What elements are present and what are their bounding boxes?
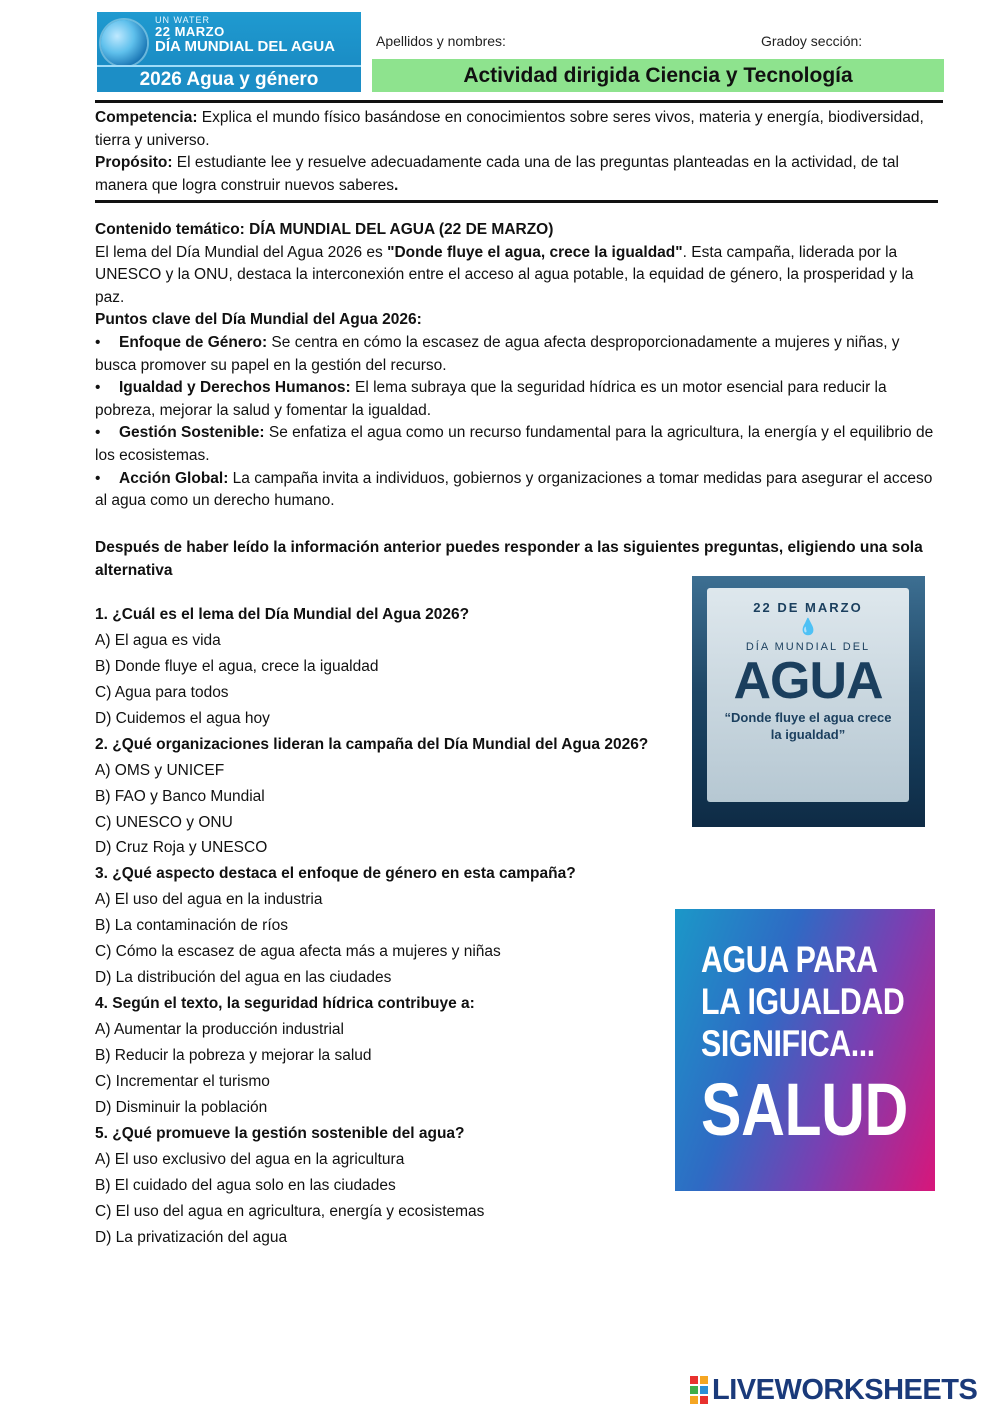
poster-subtitle: DÍA MUNDIAL DEL bbox=[745, 641, 871, 653]
option[interactable]: C) Agua para todos bbox=[95, 683, 229, 701]
bullet-label: Acción Global: bbox=[119, 469, 229, 487]
instructions-text: Después de haber leído la información anterior puedes responder a las siguientes preguntas, eligiendo una sola alternativa bbox=[95, 539, 923, 579]
poster2-big-word: SALUD bbox=[701, 1068, 908, 1151]
option[interactable]: D) La privatización del agua bbox=[95, 1228, 288, 1246]
bullet-label: Enfoque de Género: bbox=[119, 333, 268, 351]
bullet-item bbox=[95, 332, 943, 377]
para-end: . Esta campaña, liderada por la UNESCO y la ONU, destaca la interconexión entre el acceso al agua potable, la equidad de género, la prosperidad y la paz. bbox=[95, 243, 914, 306]
option[interactable]: A) El uso exclusivo del agua en la agricultura bbox=[95, 1150, 405, 1168]
option[interactable]: B) Donde fluye el agua, crece la igualdad bbox=[95, 657, 379, 675]
competencia bbox=[95, 107, 943, 152]
para-start: El lema del Día Mundial del Agua 2026 es bbox=[95, 243, 388, 261]
option[interactable]: D) Disminuir la población bbox=[95, 1098, 268, 1116]
bullet-text: Se enfatiza el agua como un recurso fundamental para la agricultura, la energía y el equilibrio de los ecosistemas. bbox=[95, 424, 934, 464]
option[interactable]: A) El uso del agua en la industria bbox=[95, 891, 323, 909]
competencia-label: Competencia: bbox=[95, 109, 198, 126]
content-section bbox=[95, 219, 943, 513]
intro-paragraph bbox=[95, 242, 943, 310]
question-3: 3. ¿Qué aspecto destaca el enfoque de género en esta campaña? bbox=[95, 865, 576, 883]
poster-quote: “Donde fluye el agua crece la igualdad” bbox=[724, 710, 892, 742]
motto: "Donde fluye el agua, crece la igualdad" bbox=[387, 243, 683, 261]
name-label: Apellidos y nombres: bbox=[376, 33, 506, 49]
key-points-heading bbox=[95, 309, 943, 332]
option[interactable]: B) Reducir la pobreza y mejorar la salud bbox=[95, 1046, 372, 1064]
bullet-icon: • bbox=[95, 469, 101, 487]
bullet-icon: • bbox=[95, 424, 101, 442]
poster-title: AGUA bbox=[733, 652, 883, 710]
bullet-text: El lema subraya que la seguridad hídrica es un motor esencial para reducir la pobreza, mejorar la salud y fomentar la igualdad. bbox=[95, 379, 887, 419]
bullet-icon: • bbox=[95, 379, 101, 397]
option[interactable]: C) Incrementar el turismo bbox=[95, 1072, 270, 1090]
equality-health-poster-image bbox=[675, 909, 935, 1191]
option[interactable]: A) Aumentar la producción industrial bbox=[95, 1021, 344, 1038]
topic-heading bbox=[95, 219, 943, 242]
water-drop-icon: 💧 bbox=[798, 619, 818, 636]
option[interactable]: C) El uso del agua en agricultura, energía y ecosistemas bbox=[95, 1202, 485, 1220]
question-2: 2. ¿Qué organizaciones lideran la campaña del Día Mundial del Agua 2026? bbox=[95, 735, 649, 753]
question-4: 4. Según el texto, la seguridad hídrica contribuye a: bbox=[95, 995, 475, 1013]
liveworksheets-brand: LIVEWORKSHEETS bbox=[712, 1373, 978, 1406]
option[interactable]: C) Cómo la escasez de agua afecta más a mujeres y niñas bbox=[95, 943, 501, 961]
competencia-text: Explica el mundo físico basándose en conocimientos sobre seres vivos, materia y energía, biodiversidad, tierra y universo. bbox=[95, 109, 924, 149]
poster2-line: LA IGUALDAD bbox=[701, 981, 905, 1022]
key-points-title: Puntos clave del Día Mundial del Agua 2026: bbox=[95, 311, 422, 329]
questions-list bbox=[95, 602, 685, 1250]
bullet-item bbox=[95, 468, 943, 513]
grade-label: Gradoy sección: bbox=[761, 33, 863, 49]
option[interactable]: A) El agua es vida bbox=[95, 631, 221, 649]
divider bbox=[95, 100, 943, 103]
poster2-line: AGUA PARA bbox=[701, 939, 878, 980]
bullet-text: La campaña invita a individuos, gobiernos y organizaciones a tomar medidas para asegurar el acceso al agua como un derecho humano. bbox=[95, 469, 933, 510]
logo-line-3: DÍA MUNDIAL DEL AGUA bbox=[155, 38, 335, 55]
globe-icon bbox=[101, 20, 147, 66]
poster-date: 22 DE MARZO bbox=[753, 600, 863, 615]
poster2-line: SIGNIFICA... bbox=[701, 1023, 875, 1064]
proposito-end: . bbox=[393, 176, 399, 194]
topic-text: Contenido temático: DÍA MUNDIAL DEL AGUA (22 DE MARZO) bbox=[95, 221, 554, 238]
bullet-item bbox=[95, 422, 943, 467]
divider bbox=[95, 200, 938, 203]
liveworksheets-logo bbox=[690, 1372, 990, 1408]
question-1: 1. ¿Cuál es el lema del Día Mundial del Agua 2026? bbox=[95, 606, 470, 623]
logo-line-2: 22 MARZO bbox=[155, 24, 225, 39]
intro-section bbox=[95, 107, 943, 197]
world-water-day-logo bbox=[97, 12, 361, 92]
option[interactable]: B) La contaminación de ríos bbox=[95, 917, 288, 935]
option[interactable]: B) El cuidado del agua solo en las ciudades bbox=[95, 1176, 396, 1194]
option[interactable]: A) OMS y UNICEF bbox=[95, 761, 225, 779]
bullet-label: Igualdad y Derechos Humanos: bbox=[119, 379, 351, 397]
page-title: Actividad dirigida Ciencia y Tecnología bbox=[372, 59, 944, 92]
bullet-text: Se centra en cómo la escasez de agua afecta desproporcionadamente a mujeres y niñas, y busca promover su papel en la gestión del recurso. bbox=[95, 333, 900, 374]
question-5: 5. ¿Qué promueve la gestión sostenible del agua? bbox=[95, 1124, 465, 1142]
option[interactable]: D) Cruz Roja y UNESCO bbox=[95, 839, 268, 857]
bullet-icon: • bbox=[95, 333, 101, 351]
water-day-poster-image bbox=[692, 576, 925, 827]
option[interactable]: D) La distribución del agua en las ciudades bbox=[95, 969, 392, 987]
bullet-item bbox=[95, 377, 943, 422]
poster-card bbox=[707, 588, 909, 802]
logo-line-1: UN WATER bbox=[155, 15, 210, 25]
option[interactable]: C) UNESCO y ONU bbox=[95, 813, 233, 831]
option[interactable]: B) FAO y Banco Mundial bbox=[95, 787, 265, 805]
proposito-text: El estudiante lee y resuelve adecuadamente cada una de las preguntas planteadas en la actividad, de tal manera que logra construir nuevos saberes bbox=[95, 154, 899, 194]
bullet-label: Gestión Sostenible: bbox=[119, 424, 265, 442]
logo-line-4: 2026 Agua y género bbox=[97, 65, 361, 92]
proposito bbox=[95, 152, 943, 197]
liveworksheets-grid-icon bbox=[690, 1376, 708, 1404]
option[interactable]: D) Cuidemos el agua hoy bbox=[95, 709, 270, 727]
proposito-label: Propósito: bbox=[95, 154, 173, 172]
